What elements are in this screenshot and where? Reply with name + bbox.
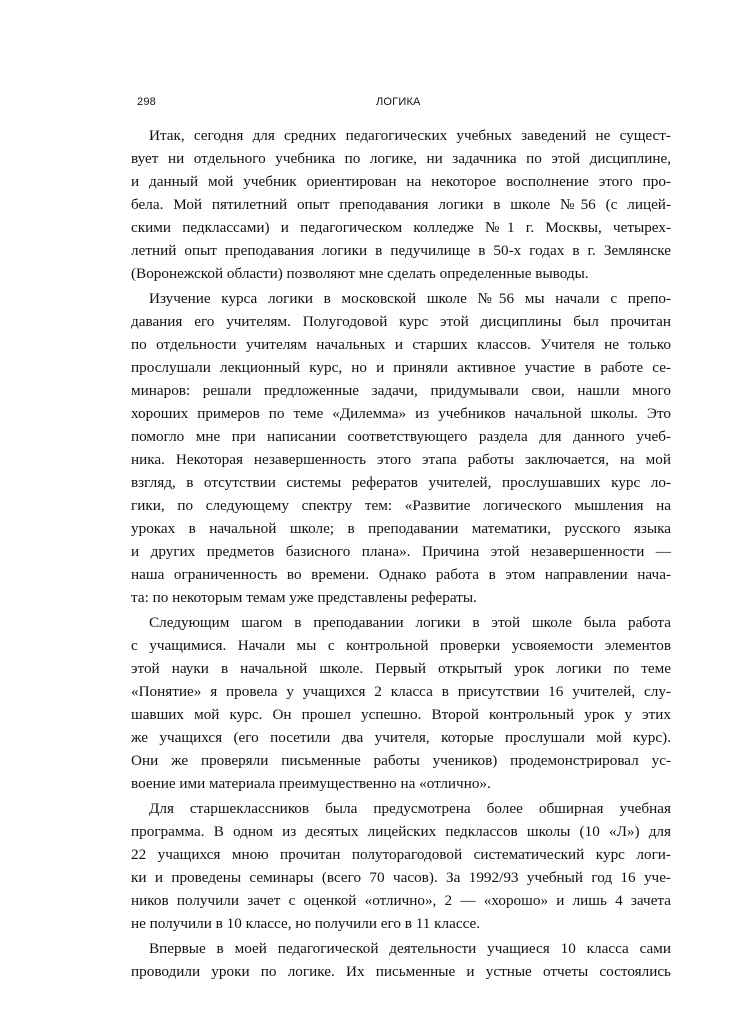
text-line: прослушали лекционный курс, но и приняли активное участие в работе се- — [131, 359, 671, 376]
page-number: 298 — [137, 96, 156, 108]
running-head — [131, 96, 671, 112]
text-line: (Воронежской области) позволяют мне сделать определенные выводы. — [131, 265, 589, 282]
text-line: минаров: решали предложенные задачи, придумывали свои, нашли много — [131, 382, 671, 399]
text-line: Изучение курса логики в московской школе №56 мы начали с препо- — [149, 290, 671, 307]
paragraph-5 — [131, 937, 671, 983]
text-line: по отдельности учителям начальных и старших классов. Учителя не только — [131, 336, 671, 353]
text-line: этой науки в начальной школе. Первый открытый урок логики по теме — [131, 660, 671, 677]
text-line: скими педклассами) и педагогическом колледже №1 г. Москвы, четырех- — [131, 219, 671, 236]
text-line: гики, по следующему спектру тем: «Развитие логического мышления на — [131, 497, 671, 514]
text-line: Впервые в моей педагогической деятельности учащиеся 10 класса сами — [149, 940, 671, 957]
text-line: наша ограниченность во времени. Однако работа в этом направлении нача- — [131, 566, 671, 583]
text-line: ника. Некоторая незавершенность этого этапа работы заключается, на мой — [131, 451, 671, 468]
body-text — [131, 124, 671, 985]
paragraph-4 — [131, 797, 671, 935]
text-line: и данный мой учебник ориентирован на некоторое восполнение этого про- — [131, 173, 671, 190]
text-line: Следующим шагом в преподавании логики в этой школе была работа — [149, 614, 671, 631]
text-line: уроках в начальной школе; в преподавании математики, русского языка — [131, 520, 671, 537]
text-line: не получили в 10 классе, но получили его в 11 классе. — [131, 915, 481, 932]
text-line: Для старшеклассников была предусмотрена более обширная учебная — [149, 800, 671, 817]
text-line: шавших мой курс. Он прошел успешно. Второй контрольный урок у этих — [131, 706, 671, 723]
text-line: ников получили зачет с оценкой «отлично», 2 — «хорошо» и лишь 4 зачета — [131, 892, 671, 909]
text-line: бела. Мой пятилетний опыт преподавания логики в школе №56 (с лицей- — [131, 196, 671, 213]
text-line: 22 учащихся мною прочитан полуторагодовой систематический курс логи- — [131, 846, 671, 863]
text-line: летний опыт преподавания логики в педучилище в 50-х годах в г. Землянске — [131, 242, 671, 259]
paragraph-3 — [131, 611, 671, 795]
text-line: та: по некоторым темам уже представлены рефераты. — [131, 589, 477, 606]
text-line: и других предметов базисного плана». Причина этой незавершенности — — [131, 543, 671, 560]
text-line: Они же проверяли письменные работы учеников) продемонстрировал ус- — [131, 752, 671, 769]
text-line: взгляд, в отсутствии системы рефератов учителей, прослушавших курс ло- — [131, 474, 671, 491]
text-line: хороших примеров по теме «Дилемма» из учебников начальной школы. Это — [131, 405, 671, 422]
paragraph-2 — [131, 287, 671, 609]
text-line: Итак, сегодня для средних педагогических учебных заведений не сущест- — [149, 127, 671, 144]
text-line: с учащимися. Начали мы с контрольной проверки усвояемости элементов — [131, 637, 671, 654]
text-line: «Понятие» я провела у учащихся 2 класса в присутствии 16 учителей, слу- — [131, 683, 671, 700]
text-line: давания его учителям. Полугодовой курс этой дисциплины был прочитан — [131, 313, 671, 330]
text-line: проводили уроки по логике. Их письменные и устные отчеты состоялись — [131, 963, 671, 980]
paragraph-1 — [131, 124, 671, 285]
text-line: вует ни отдельного учебника по логике, ни задачника по этой дисциплине, — [131, 150, 671, 167]
text-line: помогло мне при написании соответствующего раздела для данного учеб- — [131, 428, 671, 445]
text-line: программа. В одном из десятых лицейских педклассов школы (10 «Л») для — [131, 823, 671, 840]
running-title: ЛОГИКА — [376, 96, 421, 108]
text-line: воение ими материала преимущественно на «отлично». — [131, 775, 491, 792]
text-line: же учащихся (его посетили два учителя, которые прослушали мой курс). — [131, 729, 671, 746]
text-line: ки и проведены семинары (всего 70 часов). За 1992/93 учебный год 16 уче- — [131, 869, 671, 886]
